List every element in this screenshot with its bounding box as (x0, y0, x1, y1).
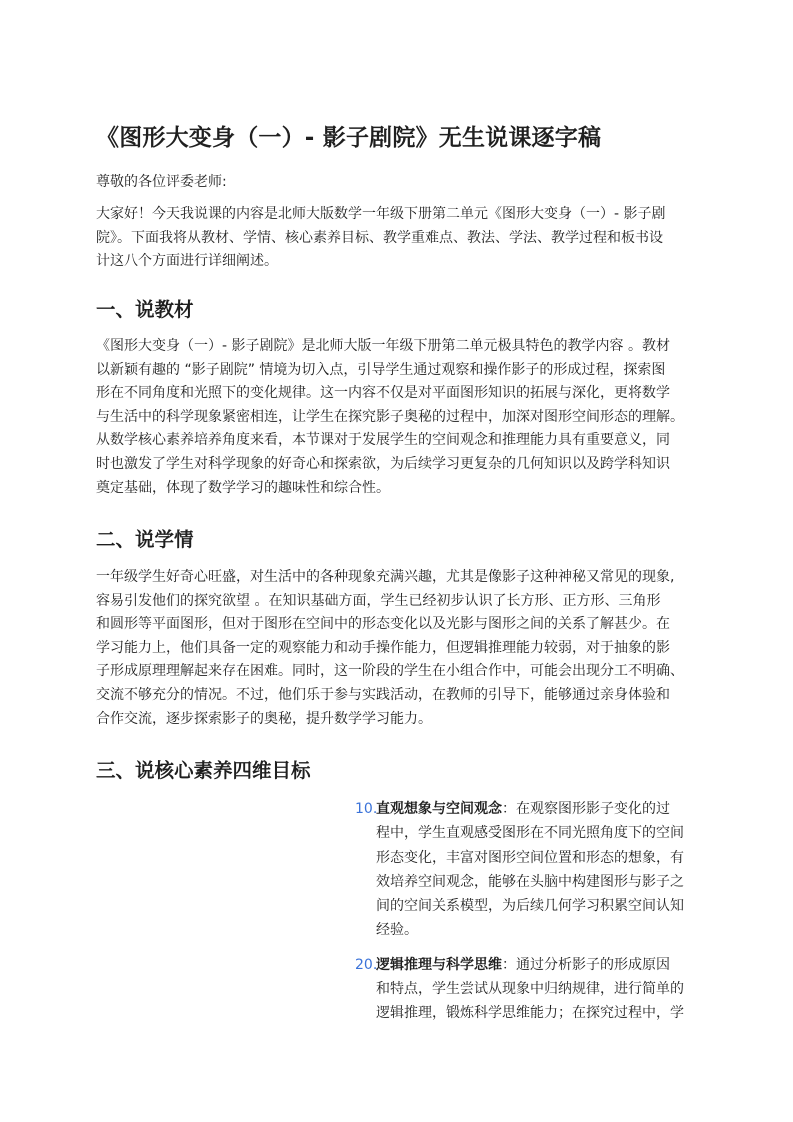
core-goals-list (352, 797, 712, 1026)
goal-line: 和特点，学生尝试从现象中归纳规律，进行简单的 (376, 981, 684, 998)
goal-item (352, 797, 712, 943)
textbook-line: 以新颖有趣的 “影子剧院” 情境为切入点，引导学生通过观察和操作影子的形成过程，探索图 (96, 361, 666, 378)
goal-body (376, 953, 712, 1026)
goal-line: 间的空间关系模型，为后续几何学习积累空间认知 (376, 898, 684, 915)
textbook-line: 与生活中的科学现象紧密相连，让学生在探究影子奥秘的过程中，加深对图形空间形态的理解。 (96, 408, 684, 425)
textbook-line: 时也激发了学生对科学现象的好奇心和探索欲，为后续学习更复杂的几何知识以及跨学科知识 (96, 455, 670, 472)
learners-line: 学习能力上，他们具备一定的观察能力和动手操作能力，但逻辑推理能力较弱，对于抽象的影 (96, 639, 670, 656)
goal-line: 形态变化，丰富对图形空间位置和形态的想象，有 (376, 849, 684, 866)
intro-line: 大家好！今天我说课的内容是北师大版数学一年级下册第二单元《图形大变身（一）- 影子剧 (96, 206, 666, 222)
learners-line: 一年级学生好奇心旺盛，对生活中的各种现象充满兴趣，尤其是像影子这种神秘又常见的现象, (96, 569, 675, 585)
section-heading-textbook: 一、说教材 (96, 298, 194, 321)
goal-item (352, 953, 712, 1026)
intro-paragraph (96, 203, 708, 274)
goal-number: 20. (355, 956, 378, 973)
intro-line: 计这八个方面进行详细阐述。 (96, 253, 278, 270)
goal-number: 10. (355, 801, 378, 817)
learners-line: 合作交流，逐步探索影子的奥秘，提升数学学习能力。 (96, 710, 432, 727)
learners-line: 子形成原理理解起来存在困难。同时，这一阶段的学生在小组合作中，可能会出现分工不明确、 (96, 663, 684, 680)
textbook-line: 形在不同角度和光照下的变化规律。这一内容不仅是对平面图形知识的拓展与深化，更将数学 (96, 385, 670, 402)
learners-paragraph (96, 566, 708, 731)
textbook-paragraph (96, 335, 708, 500)
learners-line: 交流不够充分的情况。不过，他们乐于参与实践活动，在教师的引导下，能够通过亲身体验和 (96, 686, 670, 703)
goal-body (376, 797, 712, 943)
goal-term: 直观想象与空间观念 (376, 801, 502, 817)
goal-first-line-rest: ：通过分析影子的形成原因 (502, 956, 670, 973)
goal-term: 逻辑推理与科学思维 (376, 956, 502, 973)
section-heading-learners: 二、说学情 (96, 528, 194, 551)
greeting: 尊敬的各位评委老师: (96, 174, 227, 190)
goal-line: 经验。 (376, 922, 418, 939)
goal-line: 逻辑推理，锻炼科学思维能力；在探究过程中，学 (376, 1005, 684, 1022)
goal-first-line (376, 953, 712, 977)
goal-first-line-rest: ：在观察图形影子变化的过 (502, 801, 670, 817)
learners-line: 容易引发他们的探究欲望 。在知识基础方面，学生已经初步认识了长方形、正方形、三角形 (96, 592, 661, 609)
goal-first-line (376, 797, 712, 821)
textbook-line: 奠定基础，体现了数学学习的趣味性和综合性。 (96, 479, 390, 496)
section-heading-core-goals: 三、说核心素养四维目标 (96, 759, 311, 782)
textbook-line: 从数学核心素养培养角度来看，本节课对于发展学生的空间观念和推理能力具有重要意义，同 (96, 432, 670, 449)
document-title: 《图形大变身（一）- 影子剧院》无生说课逐字稿 (96, 125, 602, 151)
textbook-line: 《图形大变身（一）- 影子剧院》是北师大版一年级下册第二单元极具特色的教学内容 。教材 (96, 338, 670, 354)
goal-line: 效培养空间观念，能够在头脑中构建图形与影子之 (376, 873, 684, 890)
goal-line: 程中，学生直观感受图形在不同光照角度下的空间 (376, 825, 684, 842)
intro-line: 院》。下面我将从教材、学情、核心素养目标、教学重难点、教法、学法、教学过程和板书设 (96, 229, 663, 246)
learners-line: 和圆形等平面图形，但对于图形在空间中的形态变化以及光影与图形之间的关系了解甚少。在 (96, 616, 670, 633)
